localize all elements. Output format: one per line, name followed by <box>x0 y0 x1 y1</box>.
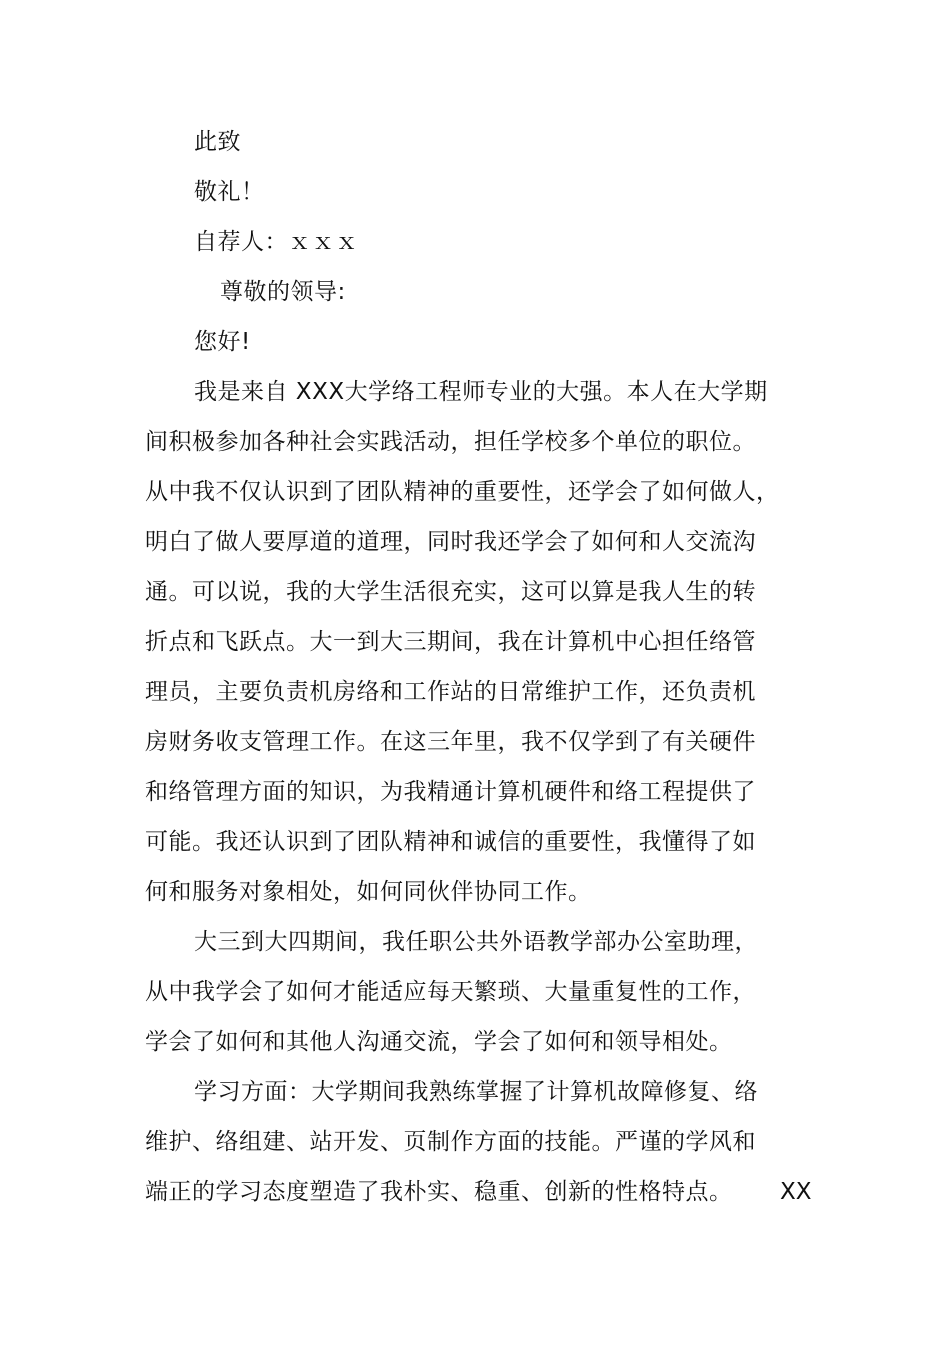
paragraph-2-line: 学会了如何和其他人沟通交流，学会了如何和领导相处。 <box>145 1029 733 1055</box>
signature-line: 自荐人：ｘｘｘ <box>194 229 359 255</box>
paragraph-1-line: 可能。我还认识到了团队精神和诚信的重要性，我懂得了如 <box>145 829 756 855</box>
paragraph-1-line: 我是来自 XXX大学络工程师专业的大强。本人在大学期 <box>194 379 768 405</box>
paragraph-1-line: 间积极参加各种社会实践活动，担任学校多个单位的职位。 <box>145 429 756 455</box>
paragraph-1-line: 从中我不仅认识到了团队精神的重要性，还学会了如何做人， <box>145 479 780 505</box>
paragraph-1-line: 房财务收支管理工作。在这三年里，我不仅学到了有关硬件 <box>145 729 756 755</box>
paragraph-2-line: 大三到大四期间，我任职公共外语教学部办公室助理， <box>194 929 758 955</box>
paragraph-3-line: 学习方面：大学期间我熟练掌握了计算机故障修复、络 <box>194 1079 758 1105</box>
paragraph-1-line: 折点和飞跃点。大一到大三期间，我在计算机中心担任络管 <box>145 629 756 655</box>
paragraph-1-line: 通。可以说，我的大学生活很充实，这可以算是我人生的转 <box>145 579 756 605</box>
paragraph-3-line: 端正的学习态度塑造了我朴实、稳重、创新的性格特点。 <box>145 1179 733 1205</box>
paragraph-3-line: 维护、络组建、站开发、页制作方面的技能。严谨的学风和 <box>145 1129 756 1155</box>
closing-line-2: 敬礼！ <box>194 179 265 205</box>
paragraph-1-line: 何和服务对象相处，如何同伙伴协同工作。 <box>145 879 592 905</box>
trailing-text: XX <box>780 1179 812 1205</box>
paragraph-1-line: 理员，主要负责机房络和工作站的日常维护工作，还负责机 <box>145 679 756 705</box>
closing-line-1: 此致 <box>194 129 241 155</box>
paragraph-1-line: 明白了做人要厚道的道理，同时我还学会了如何和人交流沟 <box>145 529 756 555</box>
salutation: 尊敬的领导: <box>220 279 346 305</box>
greeting: 您好! <box>194 329 251 355</box>
paragraph-2-line: 从中我学会了如何才能适应每天繁琐、大量重复性的工作， <box>145 979 756 1005</box>
paragraph-1-line: 和络管理方面的知识，为我精通计算机硬件和络工程提供了 <box>145 779 756 805</box>
